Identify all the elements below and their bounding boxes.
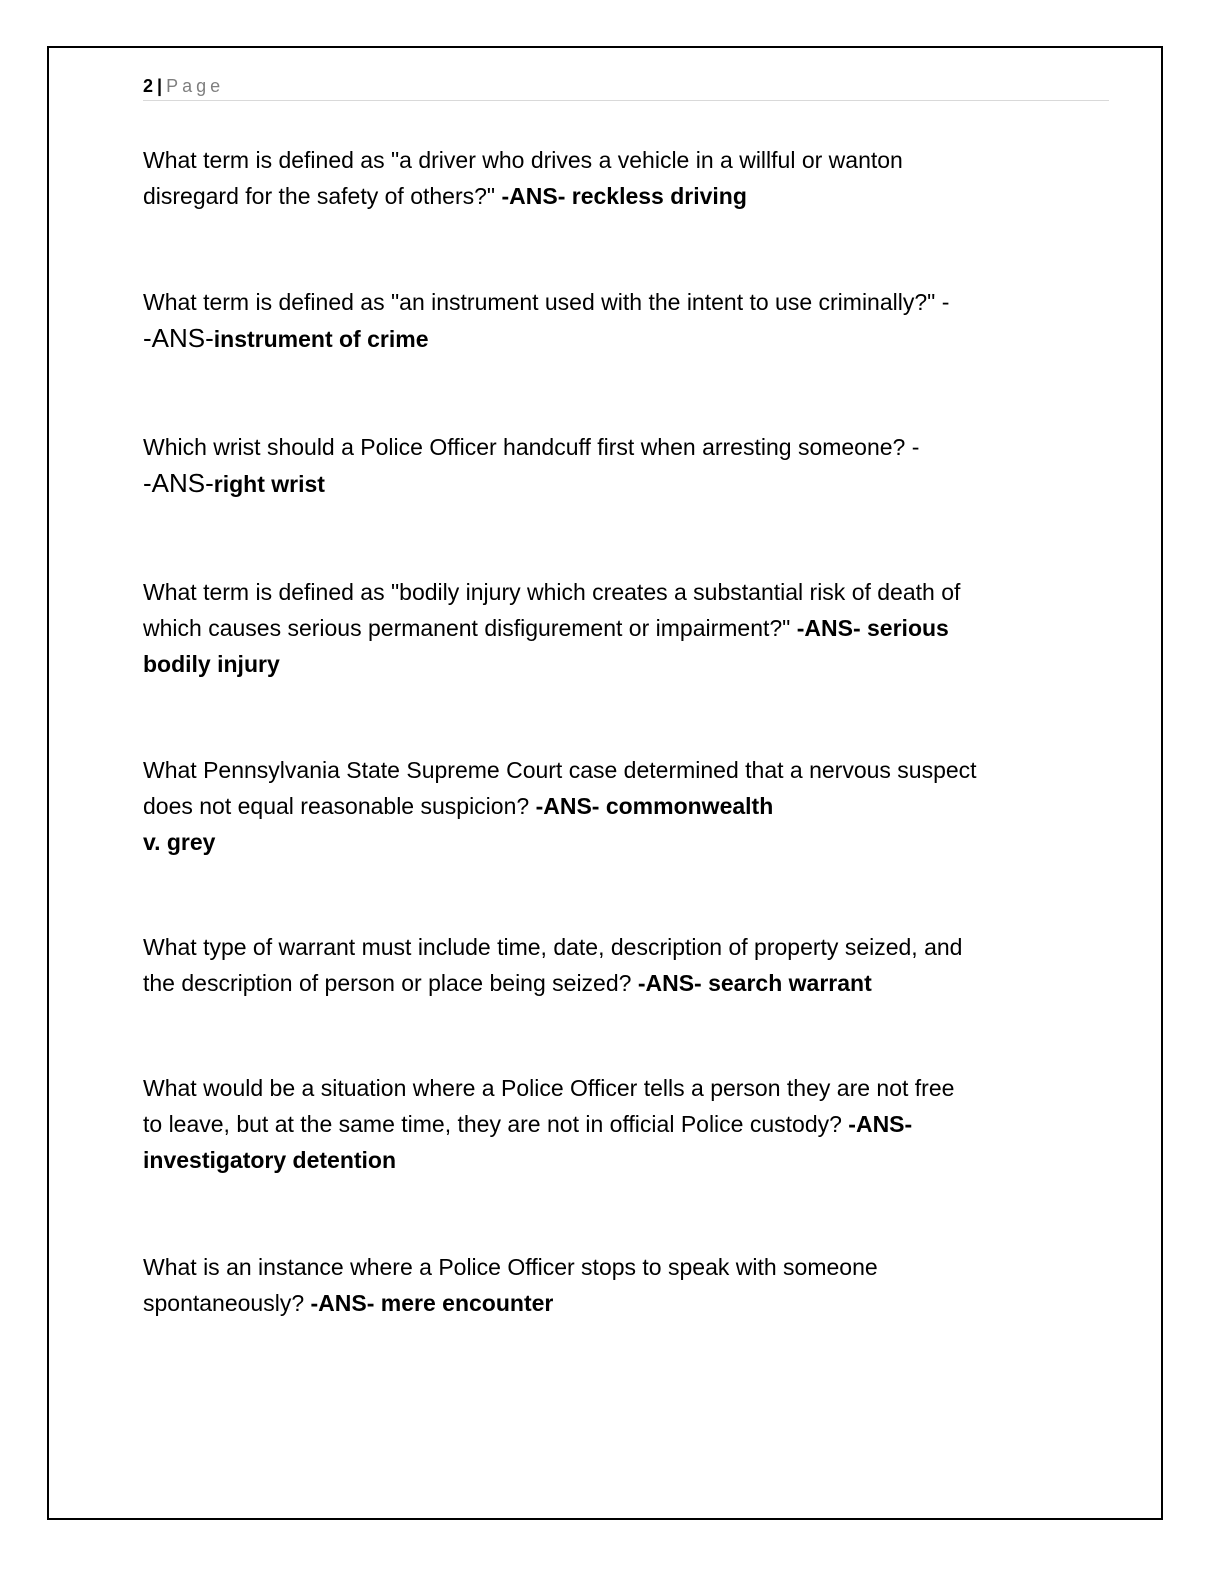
answer-text: -ANS- mere encounter <box>310 1290 554 1316</box>
question-text: What term is defined as "a driver who drives a vehicle in a willful or wanton disregard for the safety of others?" <box>143 147 903 209</box>
question-text: What Pennsylvania State Supreme Court case determined that a nervous suspect does not equal reasonable suspicion? <box>143 757 977 819</box>
answer-text: right wrist <box>213 471 325 497</box>
answer-prefix: -ANS- <box>143 468 214 498</box>
question-text: Which wrist should a Police Officer handcuff first when arresting someone? - <box>143 434 920 460</box>
qa-item-4 <box>143 574 1073 682</box>
question-text: What term is defined as "bodily injury which creates a substantial risk of death of which causes serious permanent disfigurement or impairment?" <box>143 579 961 641</box>
page-separator: | <box>157 76 163 96</box>
answer-text: -ANS- commonwealth v. grey <box>143 793 774 855</box>
answer-text: -ANS- search warrant <box>637 970 872 996</box>
answer-text: instrument of crime <box>213 326 429 352</box>
question-text: What is an instance where a Police Officer stops to speak with someone spontaneously? <box>143 1254 878 1316</box>
qa-item-1 <box>143 142 1073 214</box>
qa-item-2 <box>143 284 1073 357</box>
answer-text: -ANS- serious bodily injury <box>143 615 949 677</box>
qa-item-5 <box>143 752 1073 860</box>
answer-text: -ANS- investigatory detention <box>143 1111 913 1173</box>
question-text: What term is defined as "an instrument used with the intent to use criminally?" - <box>143 289 950 315</box>
qa-item-8 <box>143 1249 1073 1321</box>
qa-item-6 <box>143 929 1073 1001</box>
answer-text: -ANS- reckless driving <box>501 183 747 209</box>
question-text: What type of warrant must include time, date, description of property seized, and the description of person or place being seized? <box>143 934 963 996</box>
page-label: Page <box>166 76 225 96</box>
question-text: What would be a situation where a Police Officer tells a person they are not free to leave, but at the same time, they are not in official Police custody? <box>143 1075 955 1137</box>
qa-item-7 <box>143 1070 1073 1178</box>
answer-prefix: -ANS- <box>143 323 214 353</box>
qa-item-3 <box>143 429 1073 502</box>
page-header <box>143 76 1109 101</box>
page-number: 2 <box>143 76 154 96</box>
